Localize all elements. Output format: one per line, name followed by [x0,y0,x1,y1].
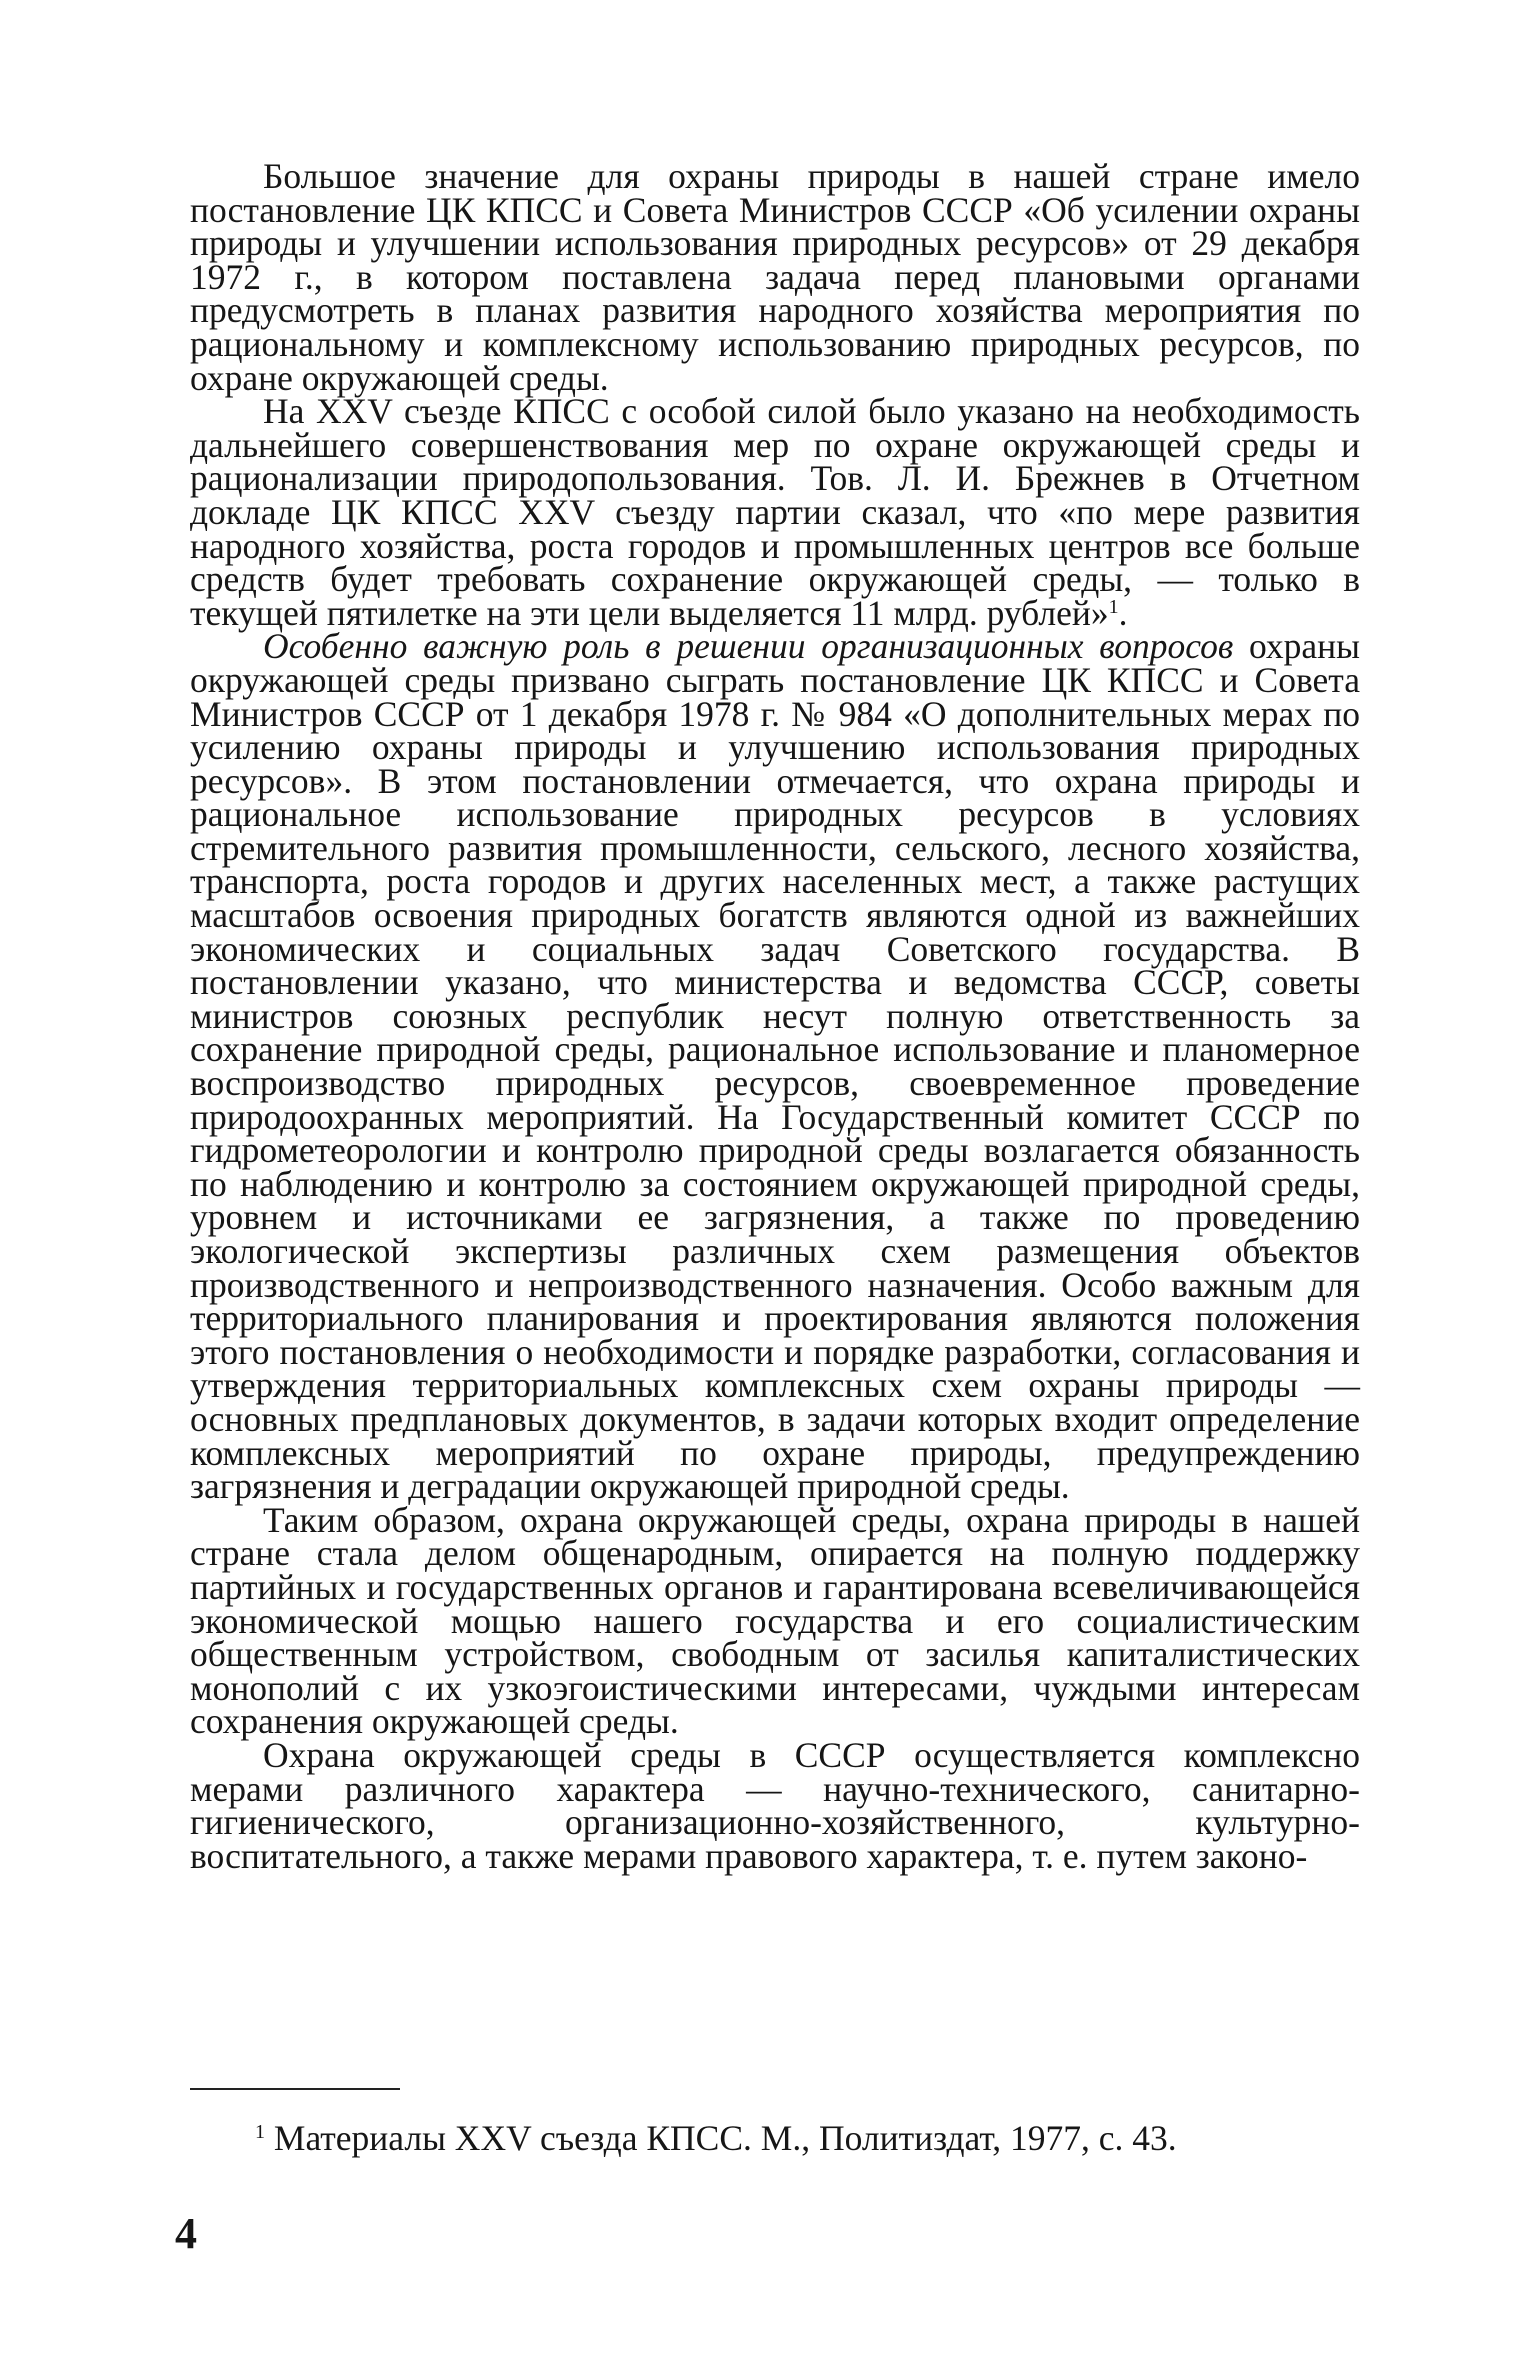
main-text [190,156,1360,1876]
paragraph-text: охраны окружающей среды призвано сыграть постановление ЦК КПСС и Совета Министров СССР от 1 декабря 1978 г. № 984 «О дополнительных мерах по усилению охраны природы и улучшению использования природных ресурсов». В этом постановлении отмечается, что охрана природы и рациональное использование природных ресурсов в условиях стремительного развития промышленности, сельского, лесного хозяйства, транспорта, роста городов и других населенных мест, а также растущих масштабов освоения природных богатств являются одной из важнейших экономических и социальных задач Советского государства. В постановлении указано, что министерства и ведомства СССР, советы министров союзных республик несут полную ответственность за сохранение природной среды, рациональное использование и планомерное воспроизводство природных ресурсов, своевременное проведение природоохранных мероприятий. На Государственный комитет СССР по гидрометеорологии и контролю природной среды возлагается обязанность по наблюдению и контролю за состоянием окружающей природной среды, уровнем и источниками ее загрязнения, а также по проведению экологической экспертизы различных схем размещения объектов производственного и непроизводственного назначения. Особо важным для территориального планирования и проектирования являются положения этого постановления о необходимости и порядке разработки, согласования и утверждения территориальных комплексных схем охраны природы — основных предплановых документов, в задачи которых входит определение комплексных мероприятий по охране природы, предупреждению загрязнения и деградации окружающей природной среды. [190,626,1360,1507]
footnote-text: Материалы XXV съезда КПСС. М., Политиздат, 1977, с. 43. [265,2118,1177,2158]
paragraph-2 [190,391,1360,633]
paragraph-5 [190,1734,1360,1876]
footnote-divider [190,2088,400,2090]
page-number: 4 [175,2209,197,2258]
paragraph-end: . [1118,592,1128,633]
footnote-marker: 1 [255,2121,265,2143]
paragraph-text: Большое значение для охраны природы в нашей стране имело постановление ЦК КПСС и Совета Министров СССР «Об усилении охраны природы и улучшении использования природных ресурсов» от 29 декабря 1972 г., в котором поставлена задача перед плановыми органами предусмотреть в планах развития народного хозяйства мероприятия по рациональному и комплексному использованию природных ресурсов, по охране окружающей среды. [190,156,1360,398]
paragraph-text: Охрана окружающей среды в СССР осуществляется комплексно мерами различного характера — научно-технического, санитарно-гигиенического, организационно-хозяйственного, культурно-воспитательного, а также мерами правового характера, т. е. путем законо- [190,1734,1360,1876]
paragraph-1 [190,156,1360,398]
paragraph-text: Таким образом, охрана окружающей среды, охрана природы в нашей стране стала делом общенародным, опирается на полную поддержку партийных и государственных органов и гарантирована всевеличивающейся экономической мощью нашего государства и его социалистическим общественным устройством, свободным от засилья капиталистических монополий с их узкоэгоистическими интересами, чуждыми интересам сохранения окружающей среды. [190,1499,1360,1742]
footnote-reference: 1 [1108,595,1119,618]
italic-lead-in: Особенно важную роль в решении организационных вопросов [263,626,1234,667]
footnote [190,2118,1360,2158]
paragraph-3 [190,626,1360,1507]
paragraph-4 [190,1499,1360,1742]
paragraph-text: На XXV съезде КПСС с особой силой было указано на необходимость дальнейшего совершенствования мер по охране окружающей среды и рационализации природопользования. Тов. Л. И. Брежнев в Отчетном докладе ЦК КПСС XXV съезду партии сказал, что «по мере развития народного хозяйства, роста городов и промышленных центров все больше средств будет требовать сохранение окружающей среды, — только в текущей пятилетке на эти цели выделяется 11 млрд. рублей» [190,391,1360,633]
